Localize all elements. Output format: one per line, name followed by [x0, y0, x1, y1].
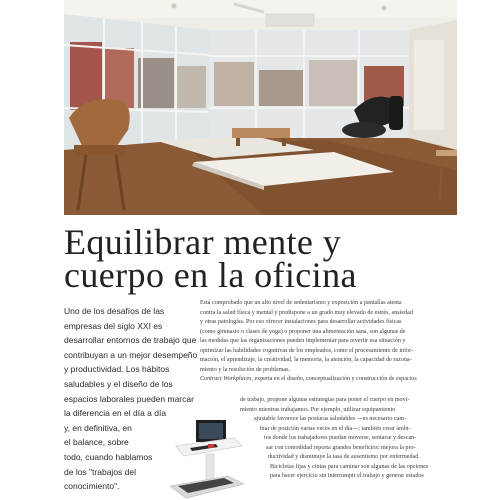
contract-workplaces-sentence: experta en el diseño, conceptualización y construcción de espacios: [252, 376, 417, 383]
intro-line: y productividad. Los hábitos: [64, 364, 170, 375]
body-text: [200, 299, 456, 385]
intro-line: conocimiento".: [64, 481, 120, 492]
body-line: contra la salud física y mental y predispone a un grado muy elevado de estrés, ansiedad: [200, 309, 413, 316]
body-line: (como gimnasio o clases de yoga) o proponer una alimentación sana, son algunas de: [200, 328, 406, 335]
intro-line: de los "trabajos del: [64, 466, 137, 477]
body-line: biar de posición varias veces en el día—; también crear ámbi-: [260, 425, 411, 432]
intro-line: todo, cuando hablamos: [64, 451, 153, 462]
intro-line: empresas del siglo XXI es: [64, 320, 163, 331]
body-line: las medidas que las organizaciones pueden implementar para revertir esa situación y: [200, 338, 406, 345]
body-line: tos donde los trabajadores puedan moverse, sentarse y descan-: [264, 435, 417, 442]
body-line: mación, el aprendizaje, la creatividad, la memoria, la atención, la capacidad de razona-: [200, 357, 412, 364]
title-line-2: cuerpo en la oficina: [64, 255, 357, 295]
intro-line: saludables y el diseño de los: [64, 378, 173, 389]
body-line: para hacer ejercicio sin interrumpir el trabajo y generar estados: [270, 473, 424, 480]
body-line-contract: [200, 375, 456, 385]
body-line: ductividad y disminuye la tasa de ausentismo por enfermedad.: [268, 454, 420, 461]
intro-line: el balance, sobre: [64, 437, 129, 448]
body-line: Bicicletas fijas y cintas para caminar son algunas de las opciones: [270, 463, 429, 470]
body-line: y otras patologías. Por eso ofrecer instalaciones para desarrollar actividades físicas: [200, 319, 402, 326]
intro-line: Uno de los desafíos de las: [64, 306, 165, 316]
contract-workplaces-name: Contract Workplaces,: [200, 376, 253, 383]
title-line-1: Equilibrar mente y: [64, 222, 342, 262]
intro-line: la diferencia en el día a día: [64, 408, 167, 419]
body-line: miento mientras trabajamos. Por ejemplo, utilizar equipamiento: [240, 406, 396, 413]
intro-line: desarrollar entornos de trabajo que: [64, 335, 197, 346]
body-line: de trabajo, propone algunas estrategias para poner el cuerpo en movi-: [240, 397, 410, 403]
body-text-lower: [240, 396, 456, 482]
article-title: [64, 222, 464, 295]
body-line: Está comprobado que un alto nivel de sedentarismo y exposición a pantallas atenta: [200, 300, 402, 306]
treadmill-desk-illustration: [168, 416, 246, 500]
intro-line: espacios laborales pueden marcar: [64, 393, 194, 404]
body-line: ajustable favorece las posturas saludables —es necesario cam-: [254, 416, 407, 423]
intro-line: contribuyan a un mejor desempeño: [64, 349, 198, 360]
body-line: sar con comodidad reporta grandes beneficios: mejora la pro-: [266, 444, 416, 451]
office-lounge-illustration: [64, 0, 457, 215]
body-line: optimizar las habilidades cognitivas de los empleados, como el procesamiento de infor-: [200, 347, 414, 354]
office-lounge-photo: [64, 0, 457, 215]
intro-line: y, en definitiva, en: [64, 422, 132, 433]
body-line: miento y la resolución de problemas.: [200, 366, 291, 373]
treadmill-desk-photo: [168, 416, 246, 500]
